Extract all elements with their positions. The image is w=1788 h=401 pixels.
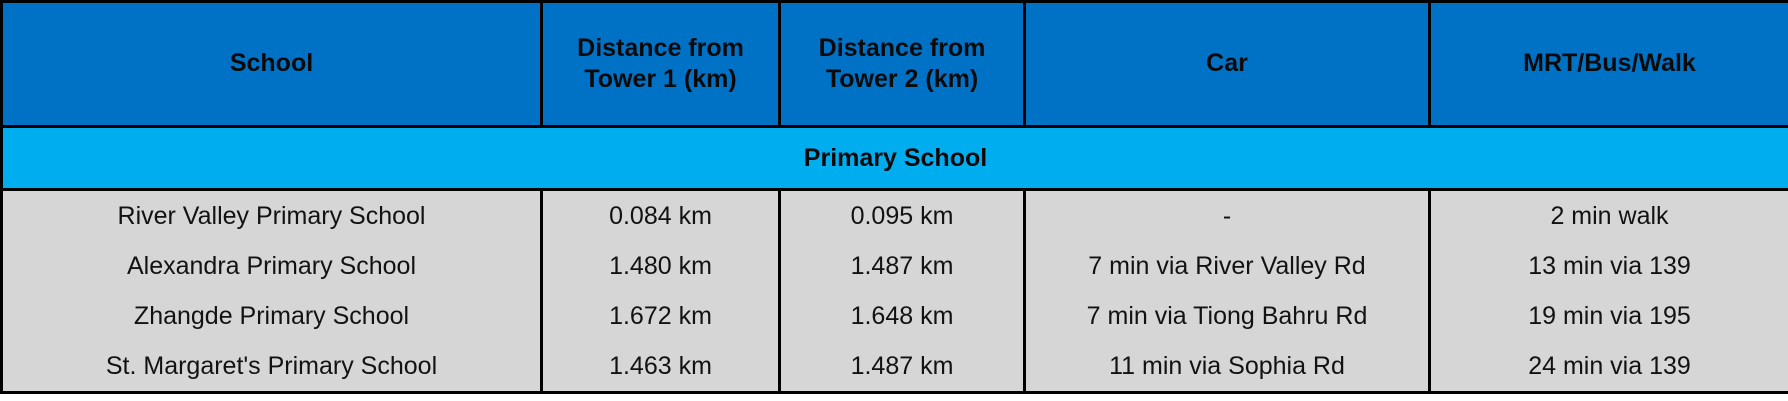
cell-distance-tower-2: 0.095 km bbox=[780, 190, 1025, 242]
table-row bbox=[2, 341, 1788, 393]
cell-distance-tower-2: 1.487 km bbox=[780, 241, 1025, 291]
cell-car: - bbox=[1025, 190, 1430, 242]
cell-distance-tower-1: 1.672 km bbox=[542, 291, 780, 341]
cell-school-name: Alexandra Primary School bbox=[2, 241, 542, 291]
cell-transit: 13 min via 139 bbox=[1430, 241, 1788, 291]
table-row bbox=[2, 241, 1788, 291]
cell-car: 7 min via River Valley Rd bbox=[1025, 241, 1430, 291]
column-header-mrt-bus-walk: MRT/Bus/Walk bbox=[1430, 2, 1788, 127]
cell-distance-tower-2: 1.648 km bbox=[780, 291, 1025, 341]
table-row bbox=[2, 291, 1788, 341]
cell-car: 7 min via Tiong Bahru Rd bbox=[1025, 291, 1430, 341]
cell-transit: 19 min via 195 bbox=[1430, 291, 1788, 341]
column-header-distance-tower-1: Distance from Tower 1 (km) bbox=[542, 2, 780, 127]
cell-distance-tower-1: 0.084 km bbox=[542, 190, 780, 242]
table-row bbox=[2, 190, 1788, 242]
cell-transit: 24 min via 139 bbox=[1430, 341, 1788, 393]
cell-distance-tower-2: 1.487 km bbox=[780, 341, 1025, 393]
section-label: Primary School bbox=[2, 127, 1788, 190]
cell-school-name: St. Margaret's Primary School bbox=[2, 341, 542, 393]
cell-school-name: River Valley Primary School bbox=[2, 190, 542, 242]
table-header bbox=[2, 2, 1788, 127]
cell-transit: 2 min walk bbox=[1430, 190, 1788, 242]
cell-distance-tower-1: 1.480 km bbox=[542, 241, 780, 291]
section-header-body bbox=[2, 127, 1788, 190]
header-row bbox=[2, 2, 1788, 127]
column-header-car: Car bbox=[1025, 2, 1430, 127]
table-body bbox=[2, 190, 1788, 393]
section-row-primary-school bbox=[2, 127, 1788, 190]
cell-car: 11 min via Sophia Rd bbox=[1025, 341, 1430, 393]
cell-distance-tower-1: 1.463 km bbox=[542, 341, 780, 393]
column-header-distance-tower-2: Distance from Tower 2 (km) bbox=[780, 2, 1025, 127]
cell-school-name: Zhangde Primary School bbox=[2, 291, 542, 341]
column-header-school: School bbox=[2, 2, 542, 127]
